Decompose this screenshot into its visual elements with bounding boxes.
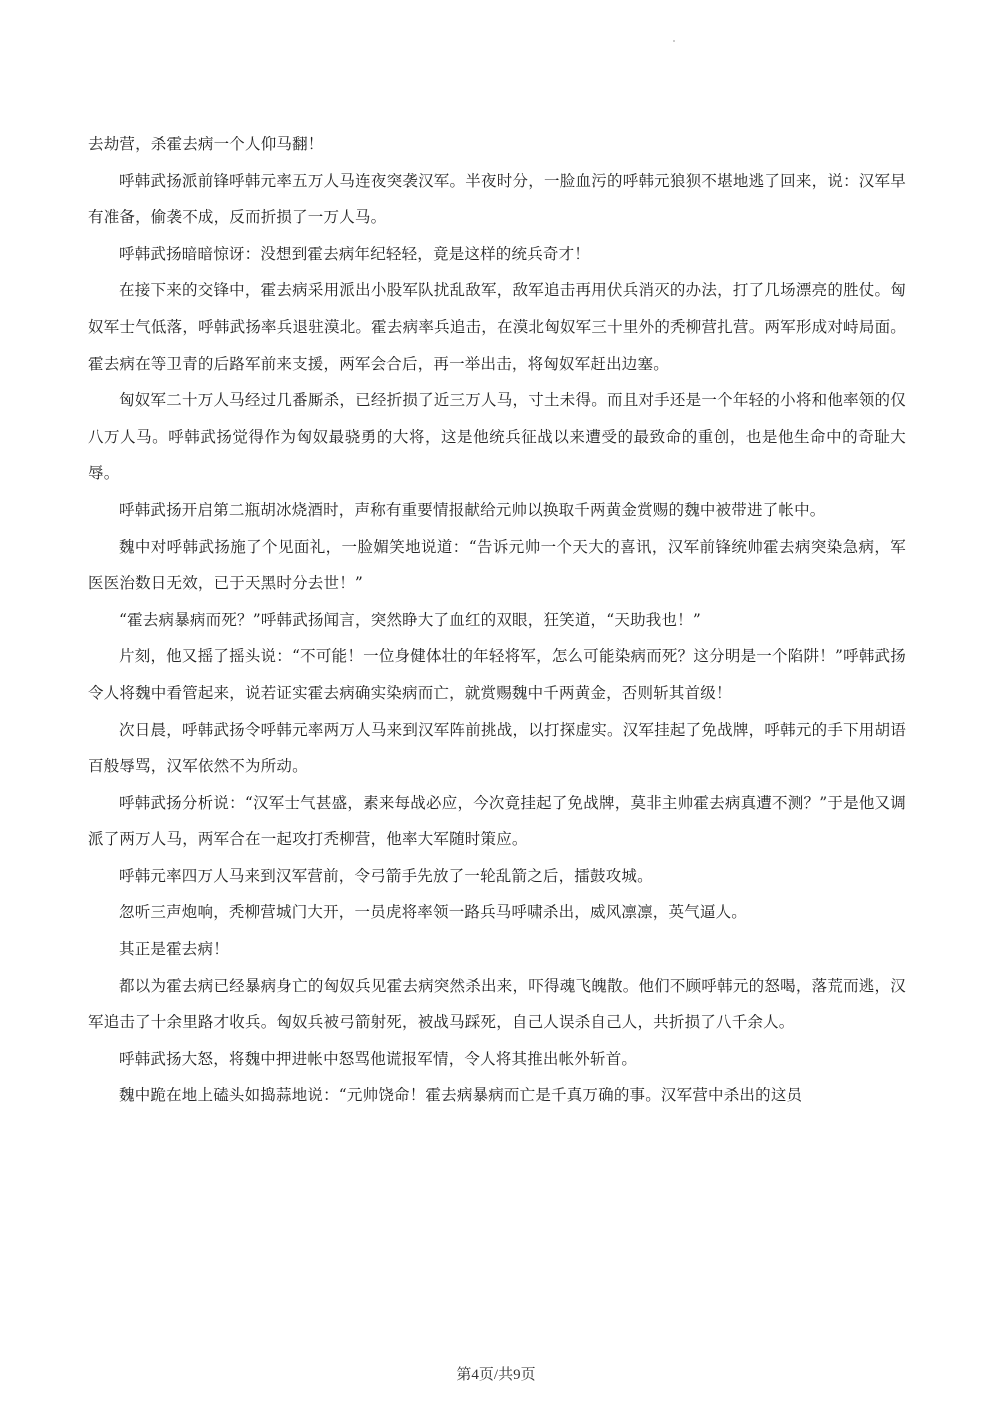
paragraph: 去劫营，杀霍去病一个人仰马翻！ xyxy=(88,135,324,153)
body-text xyxy=(88,126,906,1114)
scan-dot xyxy=(673,40,675,42)
paragraph: 魏中对呼韩武扬施了个见面礼，一脸媚笑地说道：“告诉元帅一个天大的喜讯，汉军前锋统帅霍去病突染急病，军医医治数日无效，已于天黑时分去世！” xyxy=(88,537,906,593)
paragraph: 其正是霍去病！ xyxy=(119,940,229,959)
paragraph: 呼韩武扬分析说：“汉军士气甚盛，素来每战必应，今次竟挂起了免战牌，莫非主帅霍去病真遭不测？”于是他又调派了两万人马，两军合在一起攻打秃柳营，他率大军随时策应。 xyxy=(88,793,906,849)
paragraph: 在接下来的交锋中，霍去病采用派出小股军队扰乱敌军，敌军追击再用伏兵消灭的办法，打了几场漂亮的胜仗。匈奴军士气低落，呼韩武扬率兵退驻漠北。霍去病率兵追击，在漠北匈奴军三十里外的秃柳营扎营。两军形成对峙局面。霍去病在等卫青的后路军前来支援，两军会合后，再一举出击，将匈奴军赶出边塞。 xyxy=(88,281,906,373)
page-number: 第4页/共9页 xyxy=(456,1367,536,1383)
paragraph: 忽听三声炮响，秃柳营城门大开，一员虎将率领一路兵马呼啸杀出，威风凛凛，英气逼人。 xyxy=(119,903,748,922)
paragraph: “霍去病暴病而死？”呼韩武扬闻言，突然睁大了血红的双眼，狂笑道，“天助我也！” xyxy=(119,610,701,629)
paragraph: 呼韩武扬开启第二瓶胡冰烧酒时，声称有重要情报献给元帅以换取千两黄金赏赐的魏中被带进了帐中。 xyxy=(119,500,826,519)
paragraph: 匈奴军二十万人马经过几番厮杀，已经折损了近三万人马，寸土未得。而且对手还是一个年轻的小将和他率领的仅八万人马。呼韩武扬觉得作为匈奴最骁勇的大将，这是他统兵征战以来遭受的最致命的重创，也是他生命中的奇耻大辱。 xyxy=(88,391,906,483)
paragraph: 魏中跪在地上磕头如捣蒜地说：“元帅饶命！霍去病暴病而亡是千真万确的事。汉军营中杀出的这员 xyxy=(119,1086,803,1105)
paragraph: 片刻，他又摇了摇头说：“不可能！一位身健体壮的年轻将军，怎么可能染病而死？这分明是一个陷阱！”呼韩武扬令人将魏中看管起来，说若证实霍去病确实染病而亡，就赏赐魏中千两黄金，否则斩其首级！ xyxy=(88,647,906,702)
paragraph: 呼韩武扬暗暗惊讶：没想到霍去病年纪轻轻，竟是这样的统兵奇才！ xyxy=(119,244,591,263)
paragraph: 呼韩武扬派前锋呼韩元率五万人马连夜突袭汉军。半夜时分，一脸血污的呼韩元狼狈不堪地逃了回来，说：汉军早有准备，偷袭不成，反而折损了一万人马。 xyxy=(88,171,906,227)
paragraph: 都以为霍去病已经暴病身亡的匈奴兵见霍去病突然杀出来，吓得魂飞魄散。他们不顾呼韩元的怒喝，落荒而逃，汉军追击了十余里路才收兵。匈奴兵被弓箭射死，被战马踩死，自己人误杀自己人，共折损了八千余人。 xyxy=(88,976,906,1032)
paragraph: 次日晨，呼韩武扬令呼韩元率两万人马来到汉军阵前挑战，以打探虚实。汉军挂起了免战牌，呼韩元的手下用胡语百般辱骂，汉军依然不为所动。 xyxy=(88,720,906,776)
paragraph: 呼韩元率四万人马来到汉军营前，令弓箭手先放了一轮乱箭之后，擂鼓攻城。 xyxy=(119,866,653,885)
paragraph: 呼韩武扬大怒，将魏中押进帐中怒骂他谎报军情，令人将其推出帐外斩首。 xyxy=(119,1049,638,1068)
